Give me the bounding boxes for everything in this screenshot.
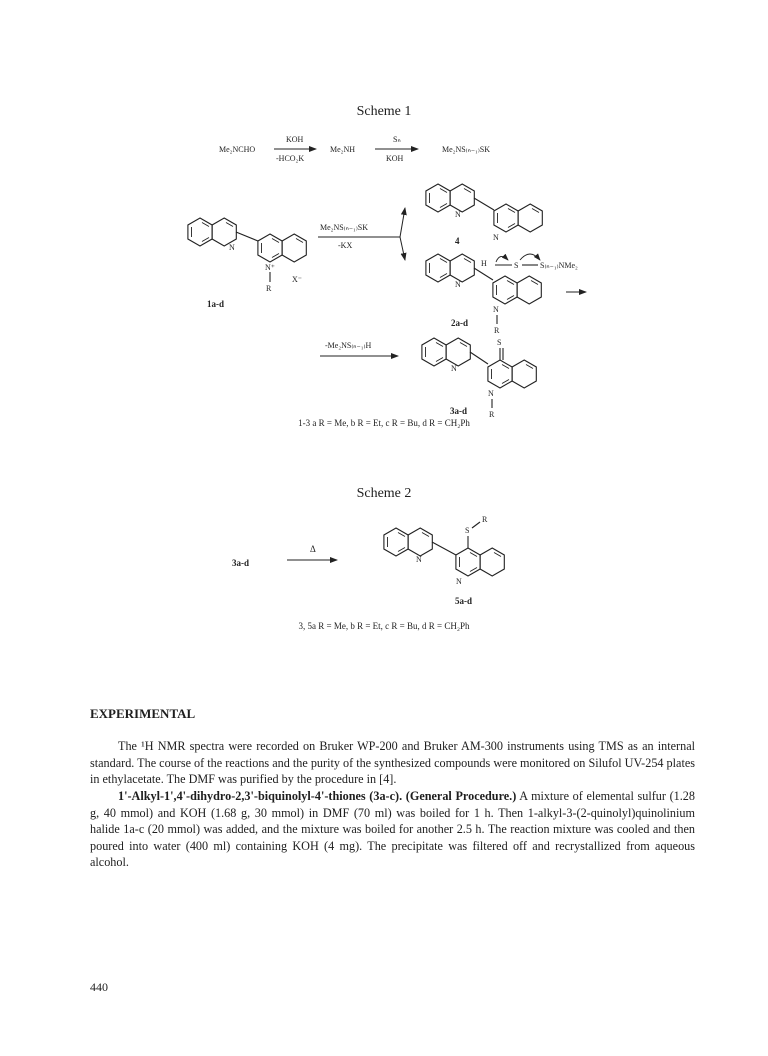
c5-n1: N <box>416 555 422 564</box>
c3-n1: N <box>451 364 457 373</box>
heat-symbol: Δ <box>310 544 316 554</box>
c1-xminus: X⁻ <box>292 275 302 284</box>
c1-nplus: N⁺ <box>265 263 275 272</box>
scheme2-figure <box>0 500 768 620</box>
compound-1-left-quinoline <box>188 218 236 246</box>
scheme1-title: Scheme 1 <box>356 104 412 119</box>
paragraph-procedure <box>90 788 695 871</box>
scheme2-footnote: 3, 5a R = Me, b R = Et, c R = Bu, d R = CH₂Ph <box>298 621 470 631</box>
label-3a-d: 3a-d <box>450 406 468 416</box>
compound-3-right <box>488 360 536 388</box>
paragraph2-heading: 1'-Alkyl-1',4'-dihydro-2,3'-biquinolyl-4'-thiones (3a-c). (General Procedure.) <box>118 789 517 803</box>
compound-1-right-quinolinium <box>258 234 306 262</box>
c5-n2: N <box>456 577 462 586</box>
paragraph2-body: A mixture of elemental sulfur (1.28 g, 40 mmol) and KOH (1.68 g, 30 mmol) in DMF (70 ml) was boiled for 1 h. Then 1-alkyl-3-(2-quinolyl)quinolinium halide 1a-c (20 mmol) was added, and the mixture was boiled for another 2.5 h. The reaction mixture was cooled and then poured into water (400 ml) containing KOH (4 mg). The precipitate was filtered off and recrystallized from aqueous alcohol. <box>90 789 695 870</box>
c4-n1: N <box>455 210 461 219</box>
compound-5-right <box>456 548 504 576</box>
scheme2-title: Scheme 2 <box>356 486 412 501</box>
arrow1-top: KOH <box>286 135 304 144</box>
arrow1-bottom: -HCO₂K <box>276 154 305 163</box>
c3-r: R <box>489 410 495 419</box>
c2-s: S <box>514 261 519 270</box>
c1-r: R <box>266 284 272 293</box>
c5-r: R <box>482 515 488 524</box>
label-2a-d: 2a-d <box>451 318 469 328</box>
scheme1-figure <box>0 120 768 430</box>
c1-n: N <box>229 243 235 252</box>
reagent-dmf: Me₂NCHO <box>219 145 256 154</box>
paragraph1-text: The ¹H NMR spectra were recorded on Bruker WP-200 and Bruker AM-300 instruments using TMS as an internal standard. The course of the reactions and the purity of the synthesized compounds were monitored on Silufol UV-254 plates in ethylacetate. The DMF was purified by the procedure in [4]. <box>90 739 695 787</box>
label-5a-d: 5a-d <box>455 596 473 606</box>
label-1a-d: 1a-d <box>207 299 225 309</box>
compound-2-right <box>493 276 541 304</box>
branch-top: Me₂NS₍ₙ₋₁₎SK <box>320 223 369 232</box>
label-4: 4 <box>455 236 460 246</box>
c2-n1: N <box>455 280 461 289</box>
branch-bottom: -KX <box>338 241 353 250</box>
reagent-dimethylamine: Me₂NH <box>330 145 356 154</box>
c5-s: S <box>465 526 470 535</box>
compound-4-left <box>426 184 474 212</box>
reactant-3a-d: 3a-d <box>232 558 250 568</box>
paragraph-nmr <box>90 738 695 788</box>
scheme1-footnote: 1-3 a R = Me, b R = Et, c R = Bu, d R = CH₂Ph <box>298 418 470 428</box>
c2-n2: N <box>493 305 499 314</box>
c3-s: S <box>497 338 502 347</box>
c4-n2: N <box>493 233 499 242</box>
reagent-thiolate: Me₂NS₍ₙ₋₁₎SK <box>442 145 491 154</box>
section-title-experimental: EXPERIMENTAL <box>90 706 196 721</box>
arrow-branch-up <box>400 208 405 237</box>
c2-h: H <box>481 259 487 268</box>
compound-5-left <box>384 528 432 556</box>
c2-r: R <box>494 326 500 335</box>
elim-label: -Me₂NS₍ₙ₋₁₎H <box>325 341 372 350</box>
compound-2-left <box>426 254 474 282</box>
arrow-branch-down <box>400 237 405 260</box>
arrow2-top: Sₙ <box>393 135 401 144</box>
arrow2-bottom: KOH <box>386 154 404 163</box>
c3-n2: N <box>488 389 494 398</box>
c2-side-group: S₍ₙ₋₁₎NMe₂ <box>540 261 578 270</box>
page-number: 440 <box>90 980 108 994</box>
compound-3-left <box>422 338 470 366</box>
compound-4-right <box>494 204 542 232</box>
